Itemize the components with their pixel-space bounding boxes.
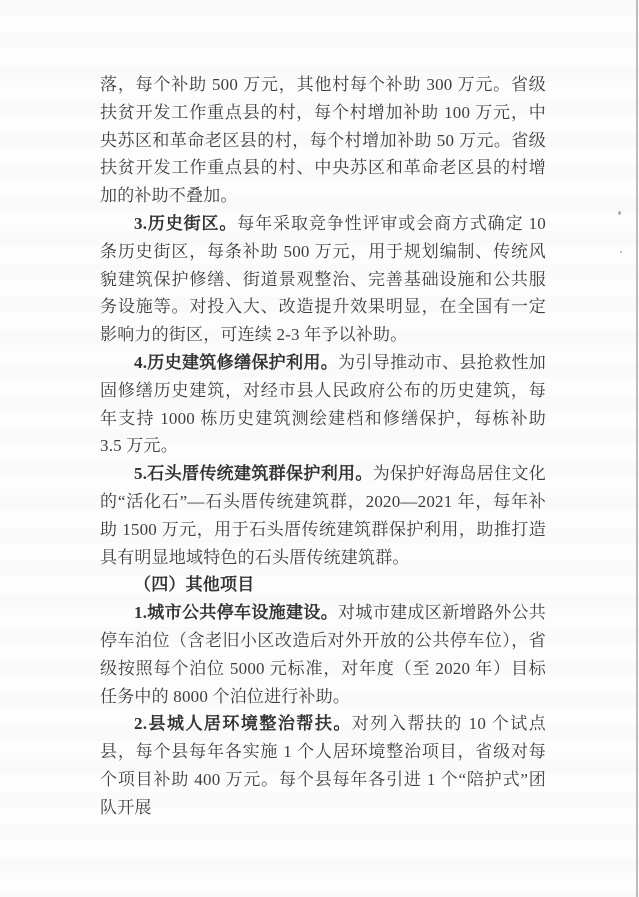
paragraph-body: 落，每个补助 500 万元，其他村每个补助 300 万元。省级扶贫开发工作重点县的村，每个村增加补助 100 万元，中央苏区和革命老区县的村，每个村增加补助 50 万元。省级扶贫开发工作重点县的村、中央苏区和革命老区县的村增加的补助不叠加。 bbox=[100, 75, 546, 206]
paragraph-historic-buildings bbox=[100, 349, 546, 460]
paragraph-lead: 1.城市公共停车设施建设。 bbox=[134, 603, 339, 623]
section-heading-other-projects bbox=[100, 571, 546, 599]
paragraph-county-environment bbox=[100, 710, 546, 821]
paragraph-continuation bbox=[100, 71, 546, 210]
scan-speck bbox=[618, 211, 621, 215]
paragraph-lead: 3.历史街区。 bbox=[134, 213, 238, 233]
paragraph-lead: 2.县城人居环境整治帮扶。 bbox=[134, 714, 352, 734]
paragraph-body: 对城市建成区新增路外公共停车泊位（含老旧小区改造后对外开放的公共停车位），省级按照每个泊位 5000 元标准，对年度（至 2020 年）目标任务中的 8000 个泊位进行补助。 bbox=[100, 603, 546, 706]
paragraph-body: 每年采取竞争性评审或会商方式确定 10 条历史街区，每条补助 500 万元，用于规划编制、传统风貌建筑保护修缮、街道景观整治、完善基础设施和公共服务设施等。对投入大、改造提升效果明显，在全国有一定影响力的街区，可连续 2-3 年予以补助。 bbox=[100, 213, 546, 345]
paragraph-body: 为引导推动市、县抢救性加固修缮历史建筑，对经市县人民政府公布的历史建筑，每年支持 1000 栋历史建筑测绘建档和修缮保护，每栋补助 3.5 万元。 bbox=[100, 352, 546, 456]
paragraph-stone-house-clusters bbox=[100, 460, 546, 571]
paragraph-public-parking bbox=[100, 599, 546, 710]
scan-edge-line bbox=[636, 0, 638, 897]
paragraph-historic-districts bbox=[100, 210, 546, 349]
paragraph-body: 对列入帮扶的 10 个试点县，每个县每年各实施 1 个人居环境整治项目，省级对每个项目补助 400 万元。每个县每年各引进 1 个“陪护式”团队开展 bbox=[100, 714, 546, 817]
paragraph-lead: 5.石头厝传统建筑群保护利用。 bbox=[134, 464, 373, 484]
paragraph-body: 为保护好海岛居住文化的“活化石”—石头厝传统建筑群，2020—2021 年，每年补助 1500 万元，用于石头厝传统建筑群保护利用，助推打造具有明显地域特色的石头厝传统建筑群。 bbox=[100, 464, 547, 567]
scan-speck bbox=[620, 251, 622, 253]
document-text-block bbox=[100, 71, 546, 822]
section-heading-label: （四）其他项目 bbox=[134, 575, 255, 595]
paragraph-lead: 4.历史建筑修缮保护利用。 bbox=[134, 352, 339, 372]
